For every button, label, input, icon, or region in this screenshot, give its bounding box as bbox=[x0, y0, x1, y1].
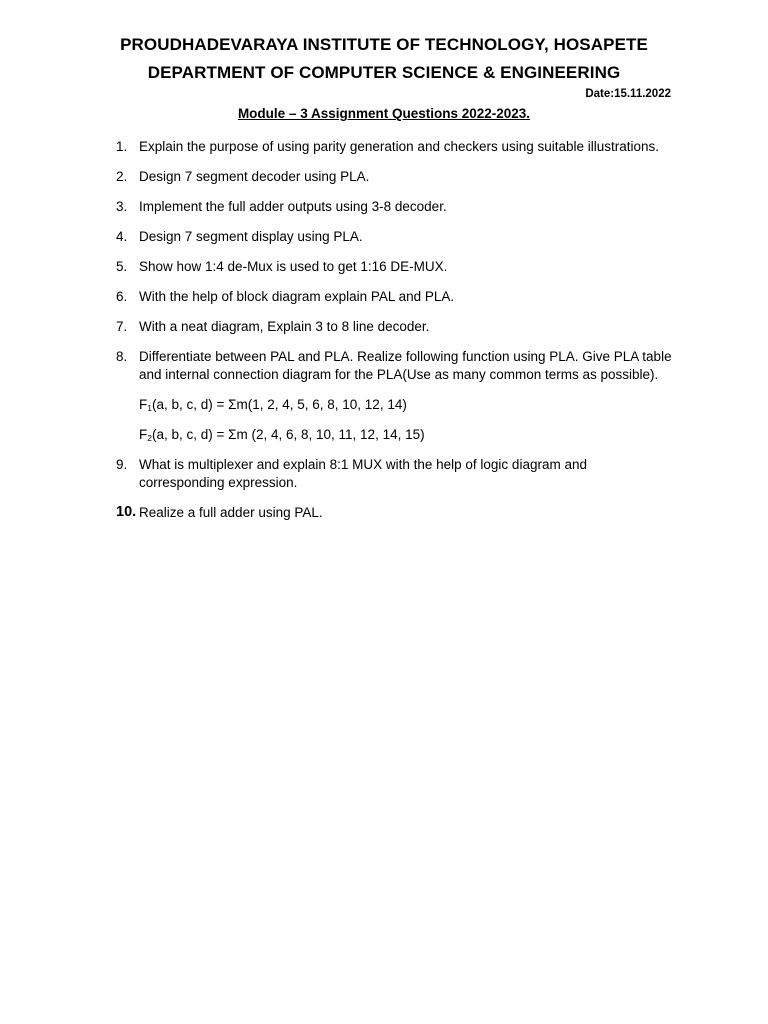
institute-title: PROUDHADEVARAYA INSTITUTE OF TECHNOLOGY, HOSAPETE bbox=[120, 35, 648, 54]
question-text: Differentiate between PAL and PLA. Realize following function using PLA. Give PLA table and internal connection diagram for the PLA(Use as many common terms as possible). bbox=[139, 349, 672, 382]
question-number: 8. bbox=[116, 349, 128, 364]
question-item bbox=[116, 348, 676, 384]
assignment-subject: Module – 3 Assignment Questions 2022-2023. bbox=[237, 106, 531, 121]
question-item bbox=[116, 318, 676, 336]
formula-subscript: 1 bbox=[147, 403, 152, 413]
question-item bbox=[116, 504, 676, 522]
formula-f2 bbox=[116, 426, 676, 444]
question-text: What is multiplexer and explain 8:1 MUX with the help of logic diagram and corresponding expression. bbox=[139, 457, 587, 490]
question-item bbox=[116, 168, 676, 186]
question-text: With a neat diagram, Explain 3 to 8 line decoder. bbox=[139, 319, 430, 334]
question-item bbox=[116, 138, 676, 156]
question-text: Show how 1:4 de-Mux is used to get 1:16 DE-MUX. bbox=[139, 259, 448, 274]
question-text: Design 7 segment display using PLA. bbox=[139, 229, 363, 244]
question-number: 3. bbox=[116, 199, 128, 214]
question-number: 10. bbox=[116, 504, 137, 520]
question-item bbox=[116, 258, 676, 276]
question-item bbox=[116, 288, 676, 306]
date-label: Date:15.11.2022 bbox=[585, 88, 671, 100]
question-number: 9. bbox=[116, 457, 128, 472]
question-item bbox=[116, 198, 676, 216]
question-number: 2. bbox=[116, 169, 128, 184]
formula-subscript: 2 bbox=[147, 433, 152, 443]
formula-f1 bbox=[116, 396, 676, 414]
question-text: Explain the purpose of using parity generation and checkers using suitable illustrations. bbox=[139, 139, 660, 154]
question-list bbox=[116, 138, 676, 534]
formula-name: F bbox=[139, 427, 148, 442]
question-text: Realize a full adder using PAL. bbox=[139, 505, 323, 520]
question-number: 4. bbox=[116, 229, 128, 244]
formula-name: F bbox=[139, 397, 148, 412]
formula-expression: (a, b, c, d) = Σm (2, 4, 6, 8, 10, 11, 12, 14, 15) bbox=[151, 427, 425, 442]
formula-expression: (a, b, c, d) = Σm(1, 2, 4, 5, 6, 8, 10, 12, 14) bbox=[151, 397, 407, 412]
question-number: 7. bbox=[116, 319, 128, 334]
department-title: DEPARTMENT OF COMPUTER SCIENCE & ENGINEERING bbox=[147, 63, 621, 82]
question-item bbox=[116, 228, 676, 246]
question-number: 1. bbox=[116, 139, 128, 154]
question-text: Implement the full adder outputs using 3-8 decoder. bbox=[139, 199, 447, 214]
question-text: With the help of block diagram explain PAL and PLA. bbox=[139, 289, 455, 304]
question-item bbox=[116, 456, 676, 492]
question-text: Design 7 segment decoder using PLA. bbox=[139, 169, 370, 184]
question-number: 6. bbox=[116, 289, 128, 304]
question-number: 5. bbox=[116, 259, 128, 274]
